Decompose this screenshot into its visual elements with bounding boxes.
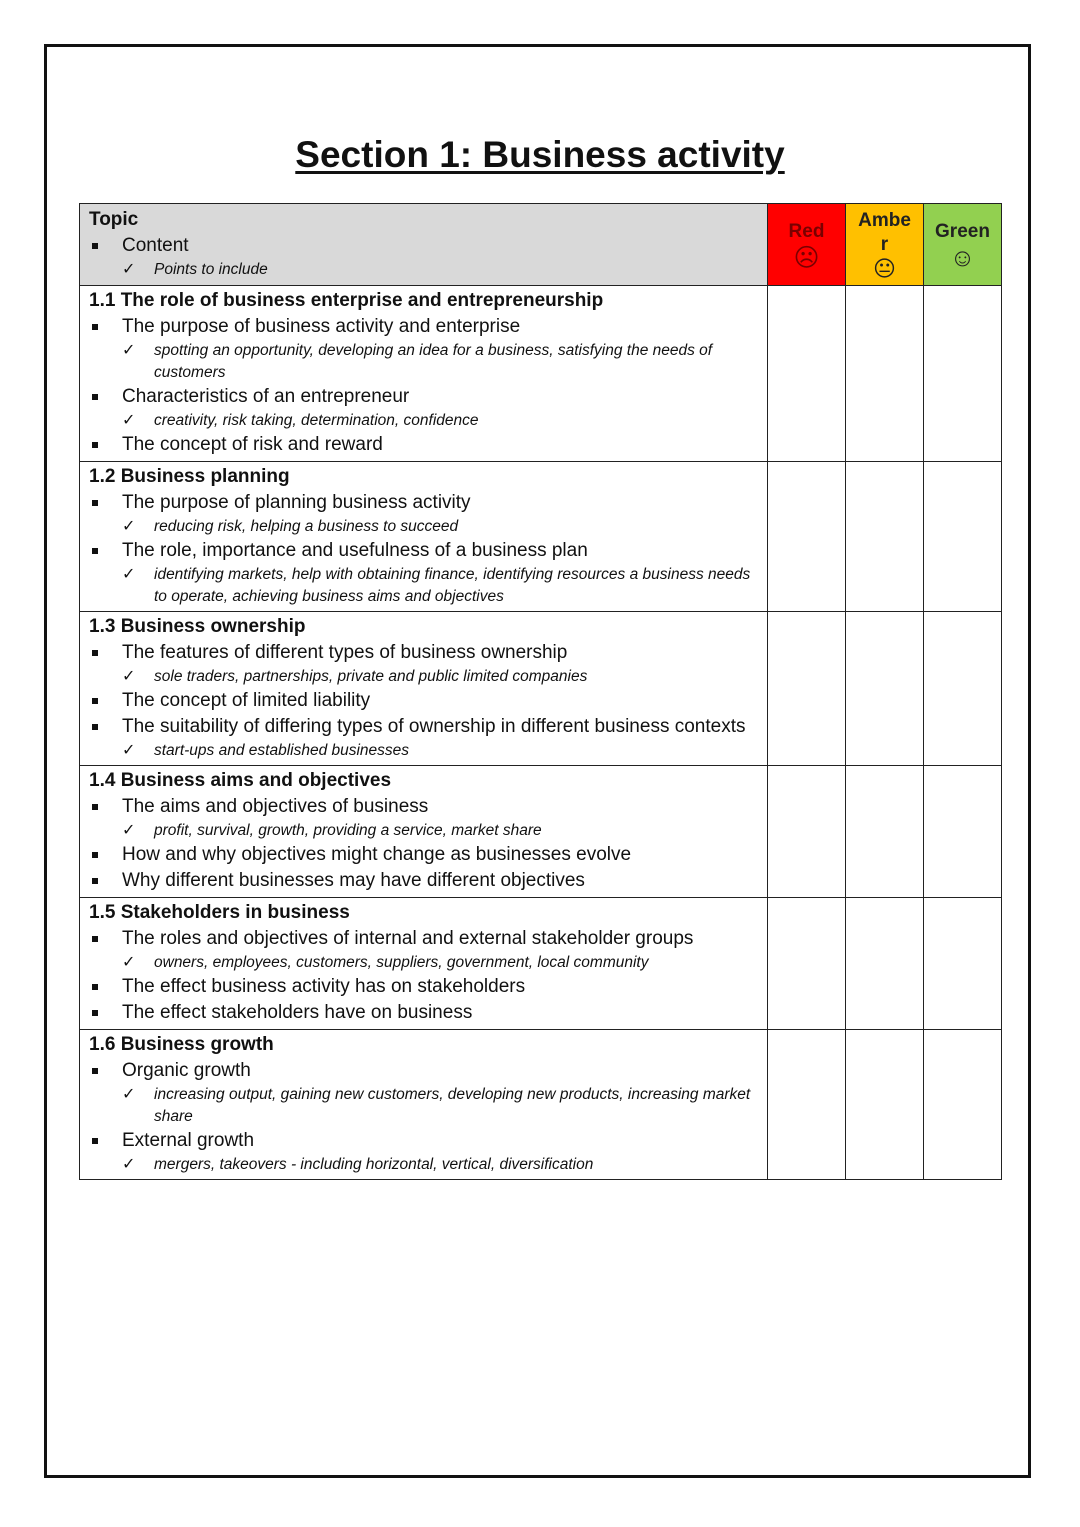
topic-row [80, 612, 1002, 766]
point-item [89, 340, 767, 384]
topic-row [80, 1030, 1002, 1180]
header-points-label: ✓ Points to include [89, 259, 767, 281]
content-item: The concept of risk and reward [89, 432, 767, 458]
tick-icon: ✓ [122, 822, 136, 839]
point-item [89, 740, 767, 762]
rating-green-cell[interactable] [924, 286, 1002, 462]
content-item: The features of different types of business ownership [89, 640, 767, 666]
rating-amber-cell[interactable] [846, 286, 924, 462]
topic-title: 1.3 Business ownership [89, 616, 306, 637]
content-item: How and why objectives might change as businesses evolve [89, 842, 767, 868]
topic-cell [80, 286, 768, 462]
header-topic-label: Topic [89, 209, 139, 230]
point-item [89, 820, 767, 842]
header-red-cell [768, 204, 846, 286]
topic-row [80, 462, 1002, 612]
smiley-face-icon: ☺ [949, 243, 976, 272]
content-item: Characteristics of an entrepreneur [89, 384, 767, 410]
rating-red-cell[interactable] [768, 612, 846, 766]
content-item: The suitability of differing types of ownership in different business contexts [89, 714, 767, 740]
content-item: Why different businesses may have different objectives [89, 868, 767, 894]
point-item [89, 666, 767, 688]
point-text: mergers, takeovers - including horizontal, vertical, diversification [154, 1156, 594, 1173]
rating-red-cell[interactable] [768, 766, 846, 898]
point-text: increasing output, gaining new customers, developing new products, increasing market share [154, 1086, 751, 1125]
rating-red-cell[interactable] [768, 462, 846, 612]
tick-icon: ✓ [122, 668, 136, 685]
topic-row [80, 766, 1002, 898]
point-text: sole traders, partnerships, private and public limited companies [154, 668, 588, 685]
tick-icon: ✓ [122, 342, 136, 359]
topic-cell [80, 1030, 768, 1180]
topic-cell [80, 462, 768, 612]
tick-icon: ✓ [122, 412, 136, 429]
content-item: The role, importance and usefulness of a business plan [89, 538, 767, 564]
tick-icon: ✓ [122, 518, 136, 535]
tick-icon: ✓ [122, 954, 136, 971]
point-text: profit, survival, growth, providing a service, market share [154, 822, 542, 839]
content-item: The effect stakeholders have on business [89, 1000, 767, 1026]
topic-title: 1.1 The role of business enterprise and entrepreneurship [89, 290, 604, 311]
point-text: identifying markets, help with obtaining finance, identifying resources a business needs to operate, achieving business aims and objectives [154, 566, 751, 605]
point-text: spotting an opportunity, developing an idea for a business, satisfying the needs of customers [154, 342, 713, 381]
topic-cell [80, 898, 768, 1030]
point-item [89, 1154, 767, 1176]
content-item: Organic growth [89, 1058, 767, 1084]
header-amber-cell [846, 204, 924, 286]
content-item: External growth [89, 1128, 767, 1154]
tick-icon: ✓ [122, 261, 136, 278]
point-item [89, 564, 767, 608]
tick-icon: ✓ [122, 566, 136, 583]
sad-face-icon: ☹ [793, 243, 820, 272]
point-text: owners, employees, customers, suppliers, government, local community [154, 954, 649, 971]
topic-title: 1.2 Business planning [89, 466, 290, 487]
rating-green-cell[interactable] [924, 766, 1002, 898]
topic-cell [80, 766, 768, 898]
tick-icon: ✓ [122, 742, 136, 759]
point-text: creativity, risk taking, determination, confidence [154, 412, 479, 429]
neutral-face-icon: 😐 [873, 255, 896, 281]
header-row [80, 204, 1002, 286]
rating-red-cell[interactable] [768, 1030, 846, 1180]
rating-green-cell[interactable] [924, 462, 1002, 612]
topic-title: 1.6 Business growth [89, 1034, 274, 1055]
green-label: Green [935, 220, 990, 242]
point-item [89, 952, 767, 974]
point-text: start-ups and established businesses [154, 742, 410, 759]
header-green-cell [924, 204, 1002, 286]
content-item: The aims and objectives of business [89, 794, 767, 820]
content-item: The effect business activity has on stakeholders [89, 974, 767, 1000]
topic-title: 1.4 Business aims and objectives [89, 770, 392, 791]
point-item [89, 410, 767, 432]
page-title: Section 1: Business activity [295, 134, 785, 175]
topic-title: 1.5 Stakeholders in business [89, 902, 350, 923]
topic-cell [80, 612, 768, 766]
content-item: The concept of limited liability [89, 688, 767, 714]
point-text: reducing risk, helping a business to succeed [154, 518, 459, 535]
content-item: The roles and objectives of internal and external stakeholder groups [89, 926, 767, 952]
tick-icon: ✓ [122, 1156, 136, 1173]
header-topic-cell [80, 204, 768, 286]
content-item: The purpose of business activity and enterprise [89, 314, 767, 340]
rating-amber-cell[interactable] [846, 766, 924, 898]
tick-icon: ✓ [122, 1086, 136, 1103]
rating-red-cell[interactable] [768, 286, 846, 462]
point-item [89, 516, 767, 538]
amber-label-line1: Ambe [858, 209, 911, 231]
rating-green-cell[interactable] [924, 898, 1002, 1030]
rating-green-cell[interactable] [924, 612, 1002, 766]
rag-checklist-table [79, 203, 1002, 1180]
rating-amber-cell[interactable] [846, 898, 924, 1030]
rating-amber-cell[interactable] [846, 462, 924, 612]
content-item: The purpose of planning business activity [89, 490, 767, 516]
rating-green-cell[interactable] [924, 1030, 1002, 1180]
red-label: Red [788, 220, 825, 242]
point-item [89, 1084, 767, 1128]
rating-amber-cell[interactable] [846, 1030, 924, 1180]
amber-label-line2: r [880, 233, 889, 255]
rating-amber-cell[interactable] [846, 612, 924, 766]
rating-red-cell[interactable] [768, 898, 846, 1030]
topic-row [80, 286, 1002, 462]
topic-row [80, 898, 1002, 1030]
header-content-label: Content [89, 233, 767, 259]
